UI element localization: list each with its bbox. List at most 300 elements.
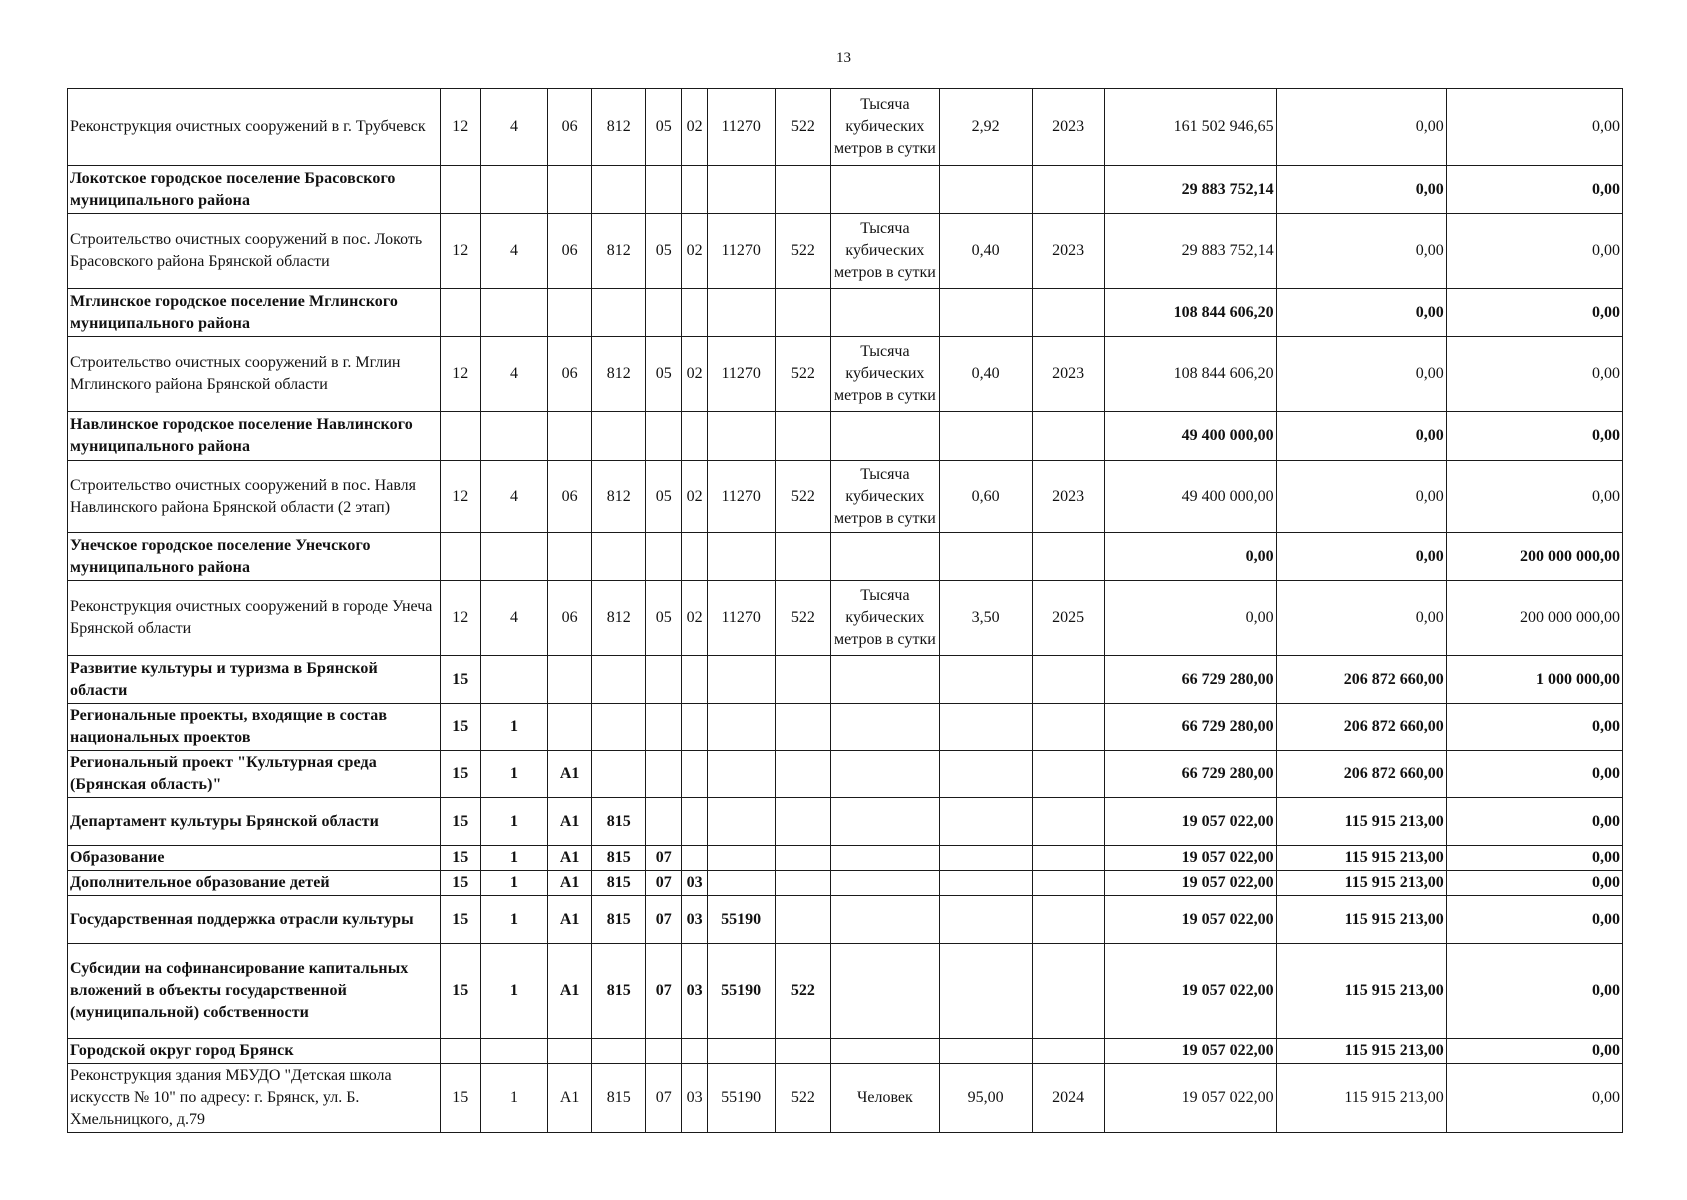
direction-code-cell [707,751,775,798]
expense-type-code-cell [775,751,831,798]
row-name-cell: Строительство очистных сооружений в пос. Навля Навлинского района Брянской области (2 этап) [68,461,441,533]
amount-2024-cell: 206 872 660,00 [1276,704,1446,751]
amount-2025-cell: 0,00 [1446,289,1622,337]
amount-2024-cell: 0,00 [1276,337,1446,412]
amount-2025-cell: 0,00 [1446,704,1622,751]
subprogram-code-cell: 1 [481,846,548,871]
ministry-code-cell [592,1039,646,1064]
section-code-cell [646,704,682,751]
capacity-cell [939,656,1032,704]
row-name-cell: Региональные проекты, входящие в состав национальных проектов [68,704,441,751]
amount-2023-cell: 19 057 022,00 [1104,1064,1276,1133]
ministry-code-cell [592,289,646,337]
table-row [68,89,1623,166]
amount-2023-cell: 66 729 280,00 [1104,751,1276,798]
row-name-cell: Навлинское городское поселение Навлинского муниципального района [68,412,441,461]
amount-2023-cell: 29 883 752,14 [1104,166,1276,214]
project-code-cell: А1 [547,798,592,846]
project-code-cell: А1 [547,846,592,871]
row-name-cell: Мглинское городское поселение Мглинского муниципального района [68,289,441,337]
section-code-cell: 05 [646,214,682,289]
row-name-cell: Локотское городское поселение Брасовского муниципального района [68,166,441,214]
amount-2023-cell: 19 057 022,00 [1104,846,1276,871]
direction-code-cell: 11270 [707,461,775,533]
subprogram-code-cell: 1 [481,944,548,1039]
unit-cell [831,871,939,896]
amount-2024-cell: 206 872 660,00 [1276,751,1446,798]
project-code-cell: А1 [547,944,592,1039]
row-name-cell: Развитие культуры и туризма в Брянской области [68,656,441,704]
amount-2023-cell: 49 400 000,00 [1104,461,1276,533]
project-code-cell: 06 [547,461,592,533]
unit-cell: Тысяча кубических метров в сутки [831,461,939,533]
amount-2024-cell: 115 915 213,00 [1276,1064,1446,1133]
table-row [68,461,1623,533]
year-cell [1032,846,1104,871]
section-code-cell: 07 [646,846,682,871]
ministry-code-cell [592,412,646,461]
year-cell: 2023 [1032,337,1104,412]
subprogram-code-cell: 4 [481,461,548,533]
amount-2025-cell: 0,00 [1446,798,1622,846]
amount-2024-cell: 115 915 213,00 [1276,944,1446,1039]
table-row [68,704,1623,751]
subsection-code-cell [682,533,707,581]
table-row [68,871,1623,896]
unit-cell: Тысяча кубических метров в сутки [831,214,939,289]
unit-cell [831,751,939,798]
amount-2024-cell: 0,00 [1276,166,1446,214]
program-code-cell: 12 [440,461,480,533]
amount-2025-cell: 0,00 [1446,896,1622,944]
direction-code-cell: 11270 [707,214,775,289]
capacity-cell [939,704,1032,751]
ministry-code-cell: 815 [592,798,646,846]
subprogram-code-cell [481,533,548,581]
capacity-cell [939,798,1032,846]
expense-type-code-cell: 522 [775,89,831,166]
expense-type-code-cell [775,166,831,214]
row-name-cell: Дополнительное образование детей [68,871,441,896]
ministry-code-cell [592,656,646,704]
table-row [68,412,1623,461]
ministry-code-cell: 812 [592,581,646,656]
direction-code-cell [707,846,775,871]
expense-type-code-cell: 522 [775,944,831,1039]
subsection-code-cell [682,751,707,798]
expense-type-code-cell: 522 [775,581,831,656]
table-row [68,166,1623,214]
ministry-code-cell: 812 [592,337,646,412]
unit-cell [831,289,939,337]
ministry-code-cell: 815 [592,944,646,1039]
ministry-code-cell [592,751,646,798]
unit-cell: Тысяча кубических метров в сутки [831,337,939,412]
subprogram-code-cell: 1 [481,896,548,944]
section-code-cell: 07 [646,896,682,944]
subsection-code-cell [682,289,707,337]
amount-2024-cell: 0,00 [1276,461,1446,533]
table-row [68,214,1623,289]
amount-2025-cell: 0,00 [1446,337,1622,412]
budget-table [67,88,1623,1133]
direction-code-cell: 55190 [707,944,775,1039]
amount-2023-cell: 0,00 [1104,581,1276,656]
capacity-cell [939,412,1032,461]
amount-2025-cell: 0,00 [1446,89,1622,166]
program-code-cell [440,289,480,337]
direction-code-cell: 55190 [707,1064,775,1133]
capacity-cell [939,846,1032,871]
table-row [68,944,1623,1039]
expense-type-code-cell: 522 [775,337,831,412]
row-name-cell: Департамент культуры Брянской области [68,798,441,846]
row-name-cell: Региональный проект "Культурная среда (Брянская область)" [68,751,441,798]
expense-type-code-cell [775,289,831,337]
project-code-cell [547,1039,592,1064]
year-cell [1032,656,1104,704]
section-code-cell: 07 [646,1064,682,1133]
year-cell [1032,533,1104,581]
row-name-cell: Городской округ город Брянск [68,1039,441,1064]
direction-code-cell [707,871,775,896]
subsection-code-cell [682,166,707,214]
row-name-cell: Реконструкция очистных сооружений в городе Унеча Брянской области [68,581,441,656]
year-cell [1032,944,1104,1039]
subsection-code-cell: 03 [682,1064,707,1133]
amount-2023-cell: 19 057 022,00 [1104,896,1276,944]
year-cell: 2023 [1032,214,1104,289]
capacity-cell: 95,00 [939,1064,1032,1133]
amount-2025-cell: 0,00 [1446,846,1622,871]
project-code-cell: А1 [547,896,592,944]
subprogram-code-cell [481,656,548,704]
ministry-code-cell: 812 [592,89,646,166]
section-code-cell [646,656,682,704]
subsection-code-cell: 02 [682,461,707,533]
amount-2024-cell: 0,00 [1276,412,1446,461]
row-name-cell: Реконструкция здания МБУДО "Детская школа искусств № 10" по адресу: г. Брянск, ул. Б. Хмельницкого, д.79 [68,1064,441,1133]
subsection-code-cell: 03 [682,871,707,896]
capacity-cell [939,533,1032,581]
amount-2025-cell: 0,00 [1446,871,1622,896]
subsection-code-cell: 02 [682,89,707,166]
amount-2025-cell: 0,00 [1446,214,1622,289]
program-code-cell: 15 [440,751,480,798]
table-row [68,846,1623,871]
unit-cell [831,798,939,846]
subprogram-code-cell: 1 [481,751,548,798]
year-cell [1032,412,1104,461]
program-code-cell: 15 [440,1064,480,1133]
amount-2023-cell: 19 057 022,00 [1104,944,1276,1039]
amount-2023-cell: 108 844 606,20 [1104,337,1276,412]
capacity-cell [939,871,1032,896]
project-code-cell: А1 [547,751,592,798]
amount-2023-cell: 49 400 000,00 [1104,412,1276,461]
amount-2024-cell: 115 915 213,00 [1276,896,1446,944]
capacity-cell [939,1039,1032,1064]
amount-2025-cell: 200 000 000,00 [1446,581,1622,656]
expense-type-code-cell: 522 [775,1064,831,1133]
program-code-cell [440,166,480,214]
year-cell: 2024 [1032,1064,1104,1133]
amount-2023-cell: 19 057 022,00 [1104,798,1276,846]
capacity-cell: 0,60 [939,461,1032,533]
amount-2023-cell: 66 729 280,00 [1104,656,1276,704]
subsection-code-cell: 02 [682,214,707,289]
year-cell [1032,896,1104,944]
capacity-cell [939,896,1032,944]
unit-cell: Человек [831,1064,939,1133]
subsection-code-cell [682,798,707,846]
amount-2023-cell: 161 502 946,65 [1104,89,1276,166]
expense-type-code-cell [775,533,831,581]
ministry-code-cell: 812 [592,461,646,533]
amount-2023-cell: 0,00 [1104,533,1276,581]
program-code-cell: 15 [440,704,480,751]
subprogram-code-cell [481,289,548,337]
table-body [68,89,1623,1133]
subprogram-code-cell: 4 [481,89,548,166]
row-name-cell: Унечское городское поселение Унечского муниципального района [68,533,441,581]
ministry-code-cell [592,166,646,214]
amount-2023-cell: 19 057 022,00 [1104,871,1276,896]
project-code-cell [547,533,592,581]
table-row [68,751,1623,798]
ministry-code-cell [592,533,646,581]
amount-2023-cell: 29 883 752,14 [1104,214,1276,289]
program-code-cell [440,533,480,581]
capacity-cell [939,944,1032,1039]
section-code-cell [646,533,682,581]
ministry-code-cell [592,704,646,751]
expense-type-code-cell [775,704,831,751]
program-code-cell: 12 [440,89,480,166]
unit-cell [831,846,939,871]
program-code-cell: 15 [440,871,480,896]
capacity-cell: 0,40 [939,214,1032,289]
amount-2025-cell: 0,00 [1446,1064,1622,1133]
subsection-code-cell: 03 [682,896,707,944]
expense-type-code-cell [775,1039,831,1064]
expense-type-code-cell [775,798,831,846]
subsection-code-cell [682,1039,707,1064]
unit-cell [831,704,939,751]
direction-code-cell [707,798,775,846]
subsection-code-cell: 02 [682,581,707,656]
year-cell [1032,166,1104,214]
section-code-cell [646,751,682,798]
year-cell [1032,289,1104,337]
row-name-cell: Реконструкция очистных сооружений в г. Трубчевск [68,89,441,166]
capacity-cell: 2,92 [939,89,1032,166]
program-code-cell: 12 [440,581,480,656]
year-cell [1032,798,1104,846]
project-code-cell: А1 [547,1064,592,1133]
program-code-cell: 15 [440,798,480,846]
amount-2025-cell: 200 000 000,00 [1446,533,1622,581]
amount-2025-cell: 0,00 [1446,944,1622,1039]
unit-cell [831,166,939,214]
year-cell [1032,751,1104,798]
year-cell [1032,704,1104,751]
direction-code-cell [707,1039,775,1064]
expense-type-code-cell [775,871,831,896]
ministry-code-cell: 815 [592,1064,646,1133]
amount-2025-cell: 0,00 [1446,751,1622,798]
row-name-cell: Субсидии на софинансирование капитальных вложений в объекты государственной (муниципальной) собственности [68,944,441,1039]
unit-cell [831,656,939,704]
unit-cell [831,896,939,944]
unit-cell [831,944,939,1039]
subprogram-code-cell: 1 [481,1064,548,1133]
table-row [68,798,1623,846]
amount-2024-cell: 115 915 213,00 [1276,1039,1446,1064]
table-row [68,1064,1623,1133]
section-code-cell: 07 [646,944,682,1039]
subprogram-code-cell [481,412,548,461]
direction-code-cell: 55190 [707,896,775,944]
direction-code-cell: 11270 [707,337,775,412]
amount-2025-cell: 0,00 [1446,412,1622,461]
section-code-cell [646,289,682,337]
section-code-cell: 05 [646,337,682,412]
project-code-cell [547,289,592,337]
section-code-cell [646,1039,682,1064]
subsection-code-cell [682,846,707,871]
capacity-cell [939,166,1032,214]
amount-2024-cell: 0,00 [1276,289,1446,337]
year-cell: 2023 [1032,89,1104,166]
subprogram-code-cell: 4 [481,337,548,412]
year-cell: 2023 [1032,461,1104,533]
unit-cell: Тысяча кубических метров в сутки [831,89,939,166]
expense-type-code-cell [775,656,831,704]
direction-code-cell: 11270 [707,581,775,656]
program-code-cell: 15 [440,944,480,1039]
subprogram-code-cell [481,1039,548,1064]
project-code-cell: А1 [547,871,592,896]
table-row [68,337,1623,412]
amount-2024-cell: 206 872 660,00 [1276,656,1446,704]
program-code-cell: 12 [440,337,480,412]
section-code-cell [646,166,682,214]
amount-2024-cell: 0,00 [1276,533,1446,581]
expense-type-code-cell: 522 [775,214,831,289]
amount-2023-cell: 108 844 606,20 [1104,289,1276,337]
year-cell [1032,871,1104,896]
amount-2025-cell: 0,00 [1446,1039,1622,1064]
amount-2024-cell: 0,00 [1276,581,1446,656]
table-row [68,533,1623,581]
capacity-cell [939,751,1032,798]
expense-type-code-cell [775,846,831,871]
unit-cell: Тысяча кубических метров в сутки [831,581,939,656]
amount-2024-cell: 115 915 213,00 [1276,798,1446,846]
amount-2024-cell: 115 915 213,00 [1276,871,1446,896]
ministry-code-cell: 812 [592,214,646,289]
project-code-cell: 06 [547,337,592,412]
expense-type-code-cell [775,412,831,461]
direction-code-cell [707,656,775,704]
direction-code-cell [707,412,775,461]
amount-2023-cell: 19 057 022,00 [1104,1039,1276,1064]
project-code-cell: 06 [547,581,592,656]
project-code-cell [547,166,592,214]
table-row [68,581,1623,656]
ministry-code-cell: 815 [592,871,646,896]
direction-code-cell [707,704,775,751]
subprogram-code-cell: 1 [481,704,548,751]
amount-2025-cell: 0,00 [1446,166,1622,214]
amount-2025-cell: 1 000 000,00 [1446,656,1622,704]
expense-type-code-cell [775,896,831,944]
direction-code-cell [707,289,775,337]
ministry-code-cell: 815 [592,896,646,944]
expense-type-code-cell: 522 [775,461,831,533]
direction-code-cell: 11270 [707,89,775,166]
subsection-code-cell [682,656,707,704]
section-code-cell [646,412,682,461]
program-code-cell [440,1039,480,1064]
year-cell [1032,1039,1104,1064]
table-row [68,1039,1623,1064]
project-code-cell [547,704,592,751]
unit-cell [831,533,939,581]
section-code-cell: 07 [646,871,682,896]
capacity-cell: 3,50 [939,581,1032,656]
direction-code-cell [707,166,775,214]
section-code-cell [646,798,682,846]
row-name-cell: Строительство очистных сооружений в пос. Локоть Брасовского района Брянской области [68,214,441,289]
amount-2024-cell: 115 915 213,00 [1276,846,1446,871]
section-code-cell: 05 [646,581,682,656]
unit-cell [831,412,939,461]
page-number: 13 [836,50,851,66]
program-code-cell [440,412,480,461]
row-name-cell: Образование [68,846,441,871]
subsection-code-cell [682,704,707,751]
capacity-cell: 0,40 [939,337,1032,412]
project-code-cell [547,412,592,461]
section-code-cell: 05 [646,89,682,166]
table-row [68,289,1623,337]
subsection-code-cell: 03 [682,944,707,1039]
subprogram-code-cell: 4 [481,581,548,656]
amount-2024-cell: 0,00 [1276,214,1446,289]
program-code-cell: 15 [440,846,480,871]
program-code-cell: 15 [440,896,480,944]
subsection-code-cell [682,412,707,461]
capacity-cell [939,289,1032,337]
subprogram-code-cell: 1 [481,798,548,846]
section-code-cell: 05 [646,461,682,533]
year-cell: 2025 [1032,581,1104,656]
subprogram-code-cell [481,166,548,214]
unit-cell [831,1039,939,1064]
project-code-cell [547,656,592,704]
amount-2024-cell: 0,00 [1276,89,1446,166]
amount-2025-cell: 0,00 [1446,461,1622,533]
subsection-code-cell: 02 [682,337,707,412]
amount-2023-cell: 66 729 280,00 [1104,704,1276,751]
subprogram-code-cell: 1 [481,871,548,896]
project-code-cell: 06 [547,214,592,289]
program-code-cell: 12 [440,214,480,289]
direction-code-cell [707,533,775,581]
table-row [68,896,1623,944]
